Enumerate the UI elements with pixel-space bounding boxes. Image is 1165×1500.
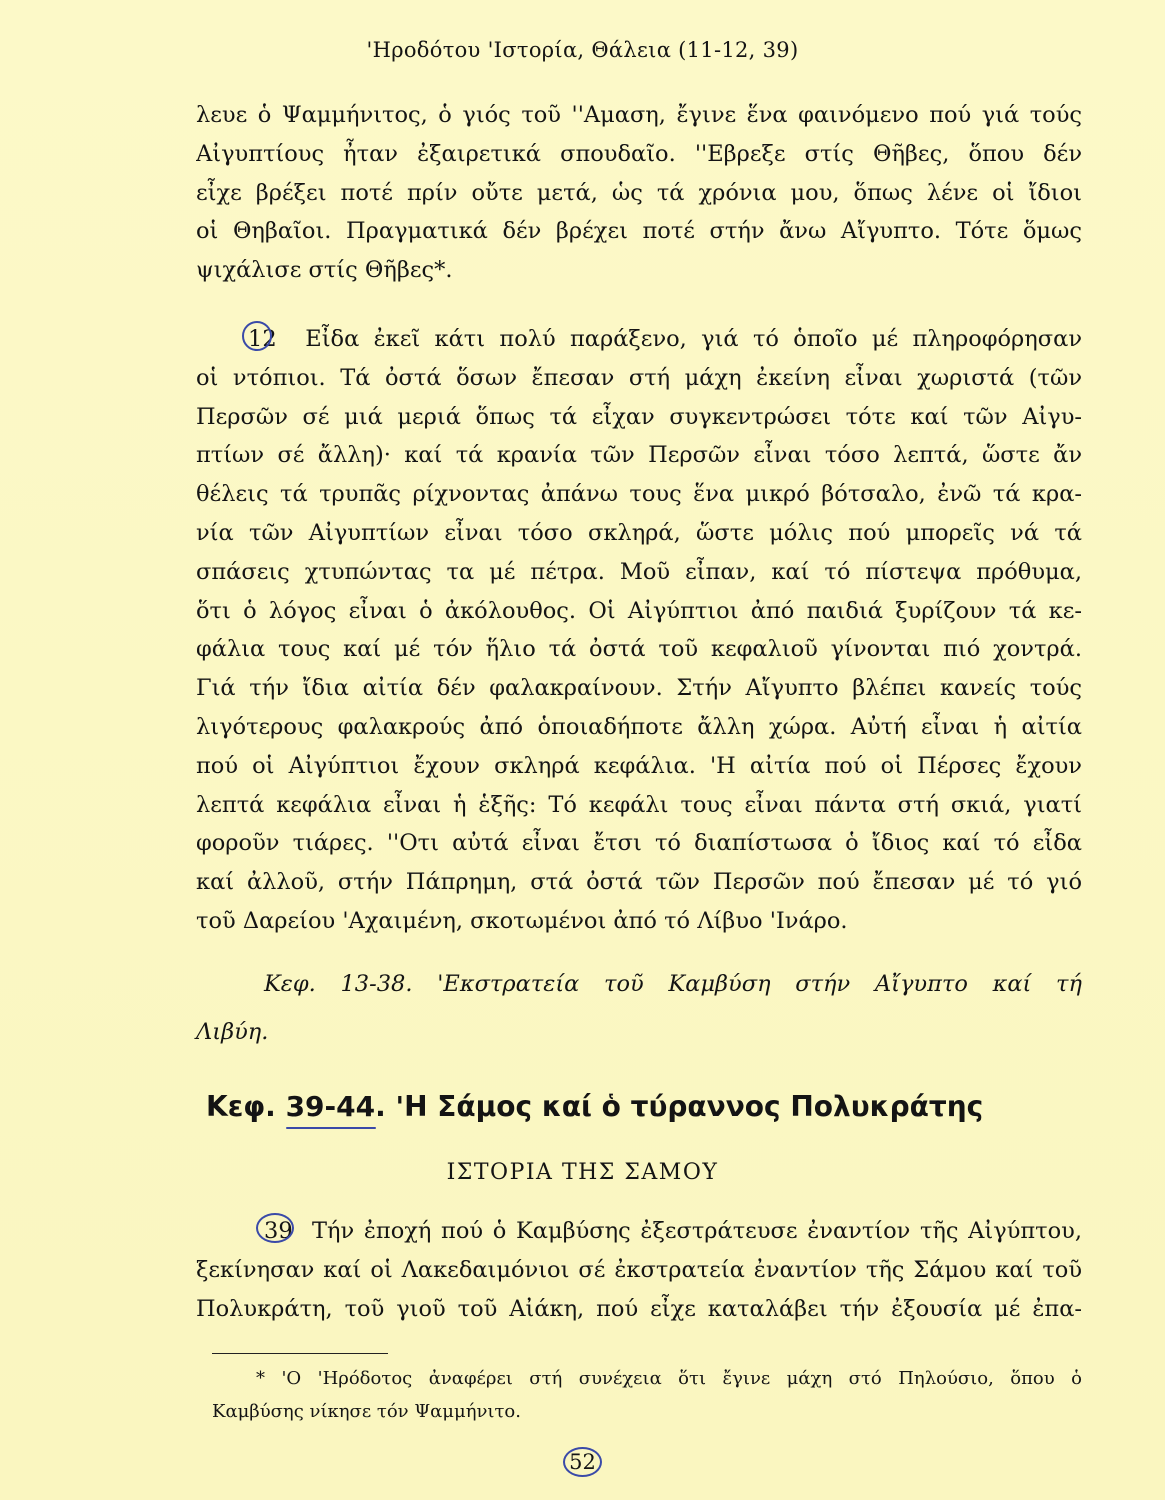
text-line: λιγότερους φαλακρούς ἀπό ὁποιαδήποτε ἄλλη χώρα. Αὐτή εἶναι ἡ αἰτία — [196, 713, 1082, 740]
chapter-summary-note — [196, 960, 1082, 1056]
handwritten-circle-mark — [242, 321, 272, 351]
text-line: πτίων σέ ἄλλη)· καί τά κρανία τῶν Περσῶν εἶναι τόσο λεπτά, ὥστε ἄν — [196, 442, 1082, 469]
text-line-first — [196, 1212, 1082, 1251]
text-line: λεπτά κεφάλια εἶναι ἡ ἑξῆς: Τό κεφάλι τους εἶναι πάντα στή σκιά, γιατί — [196, 791, 1082, 818]
page-number-circle: 52 — [563, 1447, 602, 1477]
text-line: οἱ ντόπιοι. Τά ὀστά ὅσων ἔπεσαν στή μάχη ἐκείνη εἶναι χωριστά (τῶν — [196, 364, 1082, 391]
paragraph-number-text: 12 — [248, 326, 277, 352]
paragraph-number-text: 39 — [264, 1218, 293, 1244]
section-subtitle: ΙΣΤΟΡΙΑ ΤΗΣ ΣΑΜΟΥ — [446, 1160, 719, 1185]
paragraph-39 — [196, 1212, 1082, 1328]
section-range-text: 39-44. — [285, 1090, 386, 1123]
text-line-content: Εἶδα ἐκεῖ κάτι πολύ παράξενο, γιά τό ὁποῖο μέ πληροφόρησαν — [305, 326, 1082, 352]
chapter-note-line-2: Λιβύη. — [196, 1019, 269, 1045]
text-line-first — [196, 320, 1082, 359]
text-line: πού οἱ Αἰγύπτιοι ἔχουν σκληρά κεφάλια. 'Η αἰτία πού οἱ Πέρσες ἔχουν — [196, 752, 1082, 779]
paragraph-11-end — [196, 96, 1082, 290]
text-line: Αἰγυπτίους ἦταν ἐξαιρετικά σπουδαῖο. ''Εβρεξε στίς Θῆβες, ὅπου δέν — [196, 140, 1082, 167]
paragraph-12 — [196, 320, 1082, 941]
text-line: σπάσεις χτυπώντας τα μέ πέτρα. Μοῦ εἶπαν, καί τό πίστεψα πρόθυμα, — [196, 558, 1082, 585]
text-line: εἶχε βρέξει ποτέ πρίν οὔτε μετά, ὡς τά χρόνια μου, ὅπως λένε οἱ ἴδιοι — [196, 179, 1082, 206]
text-line: Πολυκράτη, τοῦ γιοῦ τοῦ Αἰάκη, πού εἶχε καταλάβει τήν ἐξουσία μέ ἐπα- — [196, 1295, 1082, 1322]
section-range — [286, 1090, 386, 1123]
text-line: ξεκίνησαν καί οἱ Λακεδαιμόνιοι σέ ἐκστρατεία ἐναντίον τῆς Σάμου καί τοῦ — [196, 1256, 1082, 1283]
paragraph-number — [264, 1212, 293, 1251]
running-header: 'Ηροδότου 'Ιστορία, Θάλεια (11-12, 39) — [366, 38, 799, 62]
text-line: ὅτι ὁ λόγος εἶναι ὁ ἀκόλουθος. Οἱ Αἰγύπτιοι ἀπό παιδιά ξυρίζουν τά κε- — [196, 597, 1082, 624]
footnote-line: * 'Ο 'Ηρόδοτος ἀναφέρει στή συνέχεια ὅτι ἔγινε μάχη στό Πηλούσιο, ὅπου ὁ — [256, 1368, 1082, 1389]
text-line: φάλια τους καί μέ τόν ἥλιο τά ὀστά τοῦ κεφαλιοῦ γίνονται πιό χοντρά. — [196, 636, 1082, 663]
section-prefix: Κεφ. — [206, 1090, 276, 1123]
text-line: Περσῶν σέ μιά μεριά ὅπως τά εἶχαν συγκεντρώσει τότε καί τῶν Αἰγυ- — [196, 403, 1082, 430]
handwritten-underline — [286, 1127, 376, 1129]
footnote — [212, 1362, 1082, 1428]
text-line: οἱ Θηβαῖοι. Πραγματικά δέν βρέχει ποτέ στήν ἄνω Αἴγυπτο. Τότε ὅμως — [196, 218, 1082, 245]
text-line: λευε ὁ Ψαμμήνιτος, ὁ γιός τοῦ ''Αμαση, ἔγινε ἕνα φαινόμενο πού γιά τούς — [196, 102, 1082, 128]
handwritten-circle-mark — [256, 1213, 294, 1243]
section-heading — [196, 1090, 1082, 1123]
text-line: νία τῶν Αἰγυπτίων εἶναι τόσο σκληρά, ὥστε μόλις πού μπορεῖς νά τά — [196, 519, 1082, 546]
page-number — [0, 1447, 1165, 1477]
chapter-note-line-1: Κεφ. 13-38. 'Εκστρατεία τοῦ Καμβύση στήν Αἴγυπτο καί τή — [264, 971, 1082, 997]
text-line-content: Τήν ἐποχή πού ὁ Καμβύσης ἐξεστράτευσε ἐναντίον τῆς Αἰγύπτου, — [312, 1218, 1082, 1244]
footnote-line: Καμβύσης νίκησε τόν Ψαμμήνιτο. — [212, 1401, 521, 1422]
section-title-text: 'Η Σάμος καί ὁ τύραννος Πολυκράτης — [395, 1090, 984, 1123]
text-line: ψιχάλισε στίς Θῆβες*. — [196, 257, 453, 284]
footnote-divider — [212, 1353, 388, 1354]
paragraph-number — [248, 320, 277, 359]
text-line: καί ἀλλοῦ, στήν Πάπρημη, στά ὀστά τῶν Περσῶν πού ἔπεσαν μέ τό γιό — [196, 869, 1082, 896]
text-line: Γιά τήν ἴδια αἰτία δέν φαλακραίνουν. Στήν Αἴγυπτο βλέπει κανείς τούς — [196, 675, 1082, 702]
text-line: φοροῦν τιάρες. ''Οτι αὐτά εἶναι ἔτσι τό διαπίστωσα ὁ ἴδιος καί τό εἶδα — [196, 830, 1082, 857]
text-line: θέλεις τά τρυπᾶς ρίχνοντας ἀπάνω τους ἕνα μικρό βότσαλο, ἐνῶ τά κρα- — [196, 481, 1082, 508]
text-line: τοῦ Δαρείου 'Αχαιμένη, σκοτωμένοι ἀπό τό Λίβυο 'Ινάρο. — [196, 907, 848, 934]
